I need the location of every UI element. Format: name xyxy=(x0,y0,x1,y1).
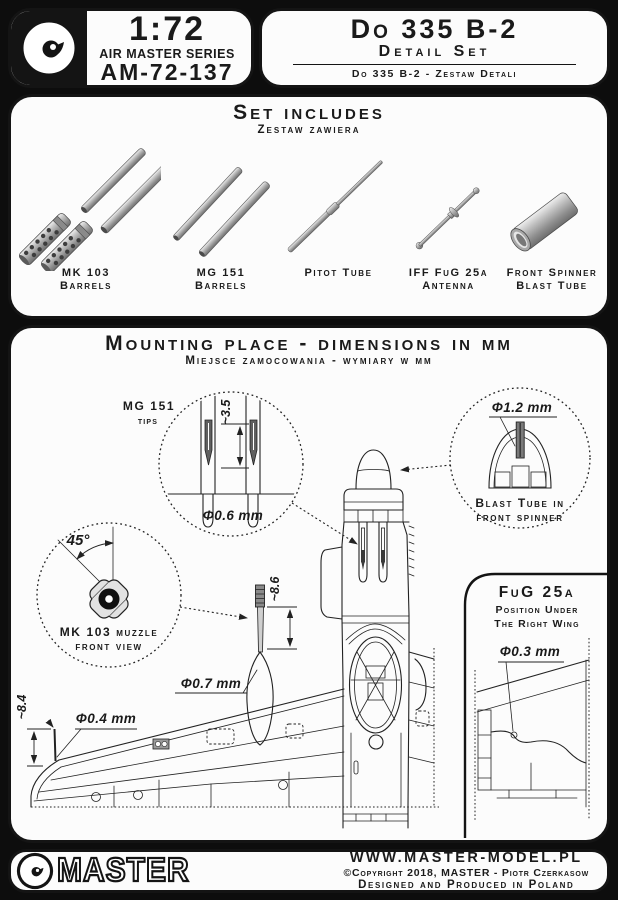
part-mk103-barrels xyxy=(11,139,161,295)
copyright-line: ©Copyright 2018, MASTER - Piotr Czerkasow xyxy=(343,866,589,879)
brand-panel xyxy=(8,8,254,88)
master-logo-icon xyxy=(15,851,55,891)
series-label: AIR MASTER SERIES xyxy=(99,46,235,61)
title-panel xyxy=(259,8,610,88)
blast-tube-image xyxy=(501,139,603,271)
mg151-tips-callout xyxy=(123,390,357,544)
master-logo-icon xyxy=(17,16,81,80)
set-includes-panel xyxy=(8,94,610,319)
blast-tube-callout xyxy=(401,388,590,528)
website-url: WWW.MASTER-MODEL.PL xyxy=(349,850,583,867)
mg151-label-2: tips xyxy=(137,415,159,427)
part-blast-tube xyxy=(501,139,603,295)
fug25a-caption-2: The Right Wing xyxy=(494,618,580,630)
mk103-caption-2: front view xyxy=(75,639,143,653)
fug25a-wing-section xyxy=(475,638,589,820)
fug25a-title: FuG 25a xyxy=(498,584,576,601)
part-pitot-tube xyxy=(281,139,396,295)
fug25a-caption-1: Position Under xyxy=(495,604,579,616)
mounting-panel xyxy=(8,325,610,843)
mg151-diameter-dim: Φ0.6 mm xyxy=(202,508,264,523)
mg151-depth-dim: ~3.5 xyxy=(219,399,233,425)
made-in-line: Designed and Produced in Poland xyxy=(358,878,575,891)
part-caption: MK 103 Barrels xyxy=(59,266,113,293)
antenna-protrusion-dim: ~8.4 xyxy=(15,694,29,720)
mk103-barrels-image xyxy=(11,139,161,271)
iff-antenna-image xyxy=(396,139,501,271)
pitot-tube-image xyxy=(281,139,396,271)
set-includes-title-pl: Zestaw zawiera xyxy=(257,124,361,137)
product-subtitle: Detail Set xyxy=(378,43,491,60)
mk103-caption-1: MK 103 muzzle xyxy=(59,625,159,639)
fug25a-diameter-dim: Φ0.3 mm xyxy=(499,644,561,659)
part-mg151-barrels xyxy=(161,139,281,295)
set-includes-title: Set includes xyxy=(233,101,385,124)
part-caption: MG 151 Barrels xyxy=(194,266,248,293)
mk103-angle-dim: 45° xyxy=(66,532,90,549)
blast-caption-1: Blast Tube in xyxy=(475,496,565,510)
blast-diameter-dim: Φ1.2 mm xyxy=(491,400,553,415)
mounting-drawing xyxy=(11,380,607,840)
part-caption: Pitot Tube xyxy=(304,266,373,279)
fug25a-panel xyxy=(465,574,607,838)
parts-row xyxy=(11,139,607,295)
product-subtitle-pl: Do 335 B-2 - Zestaw Detali xyxy=(351,68,518,81)
antenna-diameter-dim: Φ0.4 mm xyxy=(75,711,137,726)
mk103-muzzle-callout xyxy=(37,523,247,667)
title-divider xyxy=(293,64,576,65)
mounting-title: Mounting place - dimensions in mm xyxy=(105,332,513,355)
mounting-title-pl: Miejsce zamocowania - wymiary w mm xyxy=(185,355,433,368)
product-title: Do 335 B-2 xyxy=(350,14,519,44)
brand-wordmark: MASTER xyxy=(57,851,190,889)
part-caption: IFF FuG 25a Antenna xyxy=(408,266,489,293)
aircraft-top-view xyxy=(321,450,434,828)
part-caption: Front Spinner Blast Tube xyxy=(506,266,598,293)
wing-cannon-detail xyxy=(247,585,273,745)
footer-panel xyxy=(8,849,610,893)
blast-caption-2: front spinner xyxy=(476,510,564,524)
scale-label: 1:72 xyxy=(128,9,206,48)
logo-pad xyxy=(11,11,87,85)
part-iff-antenna xyxy=(396,139,501,295)
left-wing-plan xyxy=(31,689,439,807)
footer-text xyxy=(343,850,597,892)
product-code: AM-72-137 xyxy=(100,59,234,86)
cannon-diameter-dim: Φ0.7 mm xyxy=(180,676,242,691)
mg151-barrels-image xyxy=(161,139,281,271)
mg151-label: MG 151 xyxy=(122,399,176,413)
cannon-protrusion-dim: ~8.6 xyxy=(268,576,282,602)
